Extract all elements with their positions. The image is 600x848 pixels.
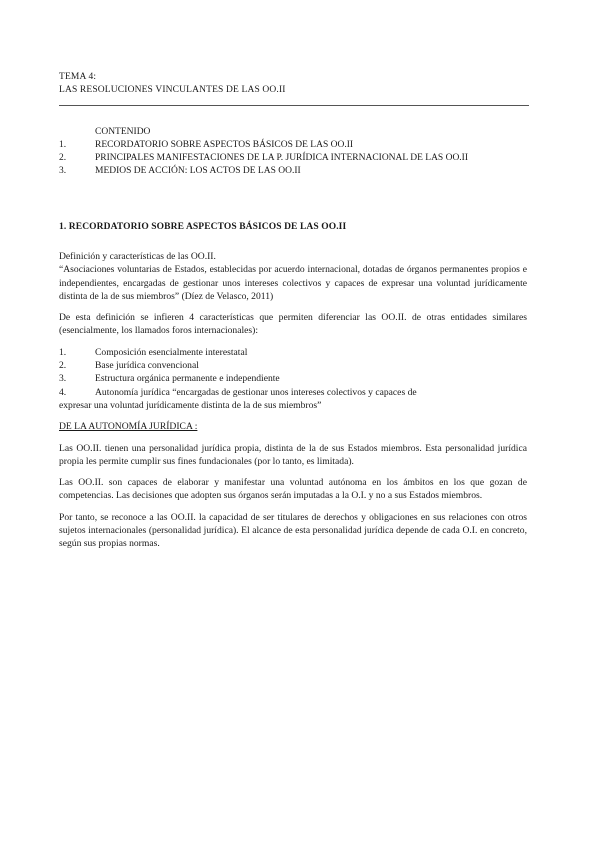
definition-quote: “Asociaciones voluntarias de Estados, establecidas por acuerdo internacional, dotadas de órganos permanentes propios e independientes, encargadas de gestionar unos intereses colectivos y capaces de expresar una voluntad jurídicamente distinta de la de sus miembros” (Díez de Velasco, 2011): [59, 264, 527, 302]
subsection-heading: DE LA AUTONOMÍA JURÍDICA :: [59, 421, 198, 433]
list-item-text: Autonomía jurídica “encargadas de gestionar unos intereses colectivos y capaces de: [95, 386, 417, 398]
list-item: [59, 346, 527, 359]
toc-item-number: 1.: [59, 140, 67, 150]
paragraph: Las OO.II. son capaces de elaborar y manifestar una voluntad autónoma en los ámbitos en los que gozan de competencias. Las decisiones que adopten sus órganos serán imputadas a la O.I. y no a sus Estados miembros.: [59, 477, 527, 502]
topic-title: LAS RESOLUCIONES VINCULANTES DE LAS OO.II: [59, 85, 286, 95]
list-item: [59, 386, 527, 399]
list-item-number: 2.: [59, 360, 67, 372]
section-title: 1. RECORDATORIO SOBRE ASPECTOS BÁSICOS DE LAS OO.II: [59, 222, 347, 232]
toc-item-text: MEDIOS DE ACCIÓN: LOS ACTOS DE LAS OO.II: [95, 166, 301, 176]
toc-item: [59, 139, 529, 152]
characteristics-intro: De esta definición se infieren 4 características que permiten diferenciar las OO.II. de otras entidades similares (esencialmente, los llamados foros internacionales):: [59, 312, 527, 337]
paragraph: Las OO.II. tienen una personalidad jurídica propia, distinta de la de sus Estados miembros. Esta personalidad jurídica propia les permite cumplir sus fines fundacionales (por lo tanto, es limitada).: [59, 442, 527, 467]
toc-item-number: 2.: [59, 153, 67, 163]
definition-label: Definición y características de las OO.II.: [59, 251, 216, 262]
toc-item-number: 3.: [59, 166, 67, 176]
list-item-number: 1.: [59, 346, 67, 358]
toc-item-text: RECORDATORIO SOBRE ASPECTOS BÁSICOS DE LAS OO.II: [95, 140, 354, 150]
header-divider: [59, 105, 529, 106]
list-item-text: Base jurídica convencional: [95, 360, 199, 372]
toc-item: [59, 165, 529, 178]
topic-number: TEMA 4:: [59, 72, 97, 82]
list-item-number: 4.: [59, 386, 67, 398]
section-body: [59, 250, 527, 551]
paragraph: Por tanto, se reconoce a las OO.II. la capacidad de ser titulares de derechos y obligaciones en sus relaciones con otros sujetos internacionales (personalidad jurídica). El alcance de esta personalidad jurídica depende de cada O.I. en concreto, según sus propias normas.: [59, 511, 527, 550]
list-item-text: Composición esencialmente interestatal: [95, 346, 248, 358]
document-header: [59, 71, 286, 97]
table-of-contents: [59, 126, 529, 178]
list-item-number: 3.: [59, 373, 67, 385]
toc-heading: CONTENIDO: [95, 127, 151, 137]
list-item-text: Estructura orgánica permanente e independiente: [95, 373, 280, 385]
characteristics-list: [59, 346, 527, 412]
list-item: [59, 372, 527, 385]
toc-item-text: PRINCIPALES MANIFESTACIONES DE LA P. JURÍDICA INTERNACIONAL DE LAS OO.II: [95, 153, 469, 163]
toc-item: [59, 152, 529, 165]
list-item-continuation: expresar una voluntad jurídicamente distinta de la de sus miembros”: [59, 399, 322, 411]
list-item: [59, 359, 527, 372]
